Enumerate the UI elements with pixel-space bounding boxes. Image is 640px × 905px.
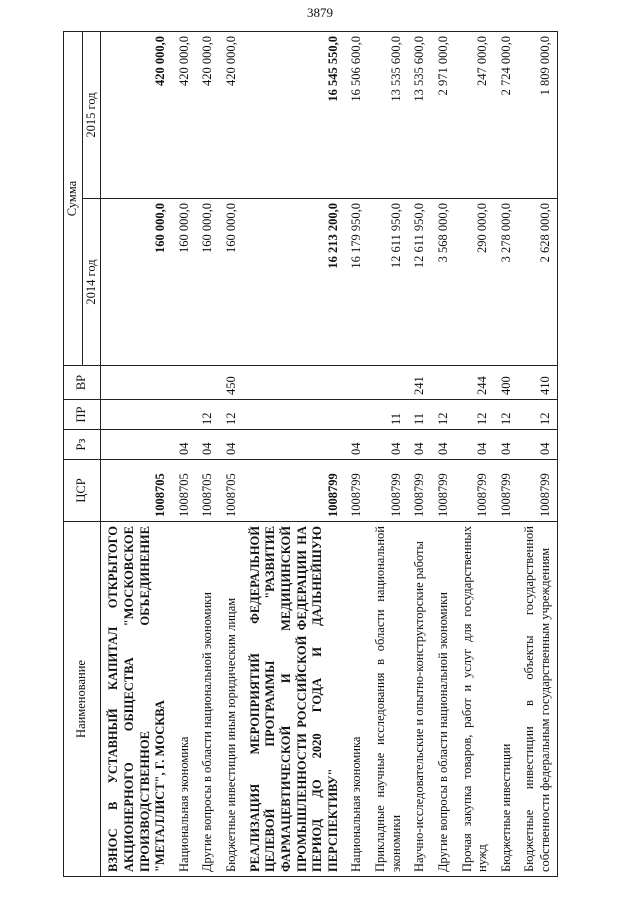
row-pr: 12 <box>219 400 243 430</box>
row-name: РЕАЛИЗАЦИЯ МЕРОПРИЯТИЙ ФЕДЕРАЛЬНОЙ ЦЕЛЕВОЙ ПРОГРАММЫ "РАЗВИТИЕ ФАРМАЦЕВТИЧЕСКОЙ И МЕДИЦИНСКОЙ ПРОМЫШЛЕННОСТИ РОССИЙСКОЙ ФЕДЕРАЦИИ НА ПЕРИОД ДО 2020 ГОДА И ДАЛЬНЕЙШУЮ ПЕРСПЕКТИВУ" <box>243 522 345 877</box>
budget-table <box>63 31 558 877</box>
row-name: Бюджетные инвестиции в объекты государственной собственности федеральным государственным учреждениям <box>517 522 557 877</box>
row-sum-2015: 420 000,0 <box>219 32 243 199</box>
row-sum-2015: 2 971 000,0 <box>431 32 455 199</box>
header-vr: ВР <box>64 366 101 400</box>
row-name: ВЗНОС В УСТАВНЫЙ КАПИТАЛ ОТКРЫТОГО АКЦИОНЕРНОГО ОБЩЕСТВА "МОСКОВСКОЕ ПРОИЗВОДСТВЕННОЕ ОБЪЕДИНЕНИЕ "МЕТАЛЛИСТ", Г. МОСКВА <box>101 522 172 877</box>
row-name: Бюджетные инвестиции <box>494 522 518 877</box>
table-row <box>494 32 518 877</box>
row-pr <box>101 400 172 430</box>
row-csr: 1008799 <box>407 460 431 522</box>
row-csr: 1008799 <box>243 460 345 522</box>
row-name: Бюджетные инвестиции иным юридическим лицам <box>219 522 243 877</box>
row-csr: 1008705 <box>195 460 219 522</box>
row-pr: 12 <box>517 400 557 430</box>
row-sum-2015: 16 545 550,0 <box>243 32 345 199</box>
row-rz: 04 <box>172 430 196 460</box>
row-pr: 12 <box>195 400 219 430</box>
row-vr <box>344 366 368 400</box>
header-year-2015: 2015 год <box>82 32 101 199</box>
table-row <box>344 32 368 877</box>
row-sum-2014: 3 278 000,0 <box>494 199 518 366</box>
table-row <box>219 32 243 877</box>
row-sum-2015: 247 000,0 <box>455 32 494 199</box>
table-row <box>455 32 494 877</box>
table-row <box>101 32 172 877</box>
header-rz: Рз <box>64 430 101 460</box>
row-csr: 1008799 <box>517 460 557 522</box>
row-name: Другие вопросы в области национальной экономики <box>195 522 219 877</box>
row-vr: 241 <box>407 366 431 400</box>
row-name: Национальная экономика <box>344 522 368 877</box>
row-csr: 1008799 <box>431 460 455 522</box>
row-pr: 12 <box>455 400 494 430</box>
row-rz: 04 <box>517 430 557 460</box>
row-pr <box>344 400 368 430</box>
header-name: Наименование <box>64 522 101 877</box>
row-sum-2014: 16 179 950,0 <box>344 199 368 366</box>
row-rz <box>243 430 345 460</box>
row-vr <box>172 366 196 400</box>
table-body <box>101 32 557 877</box>
header-year-2014: 2014 год <box>82 199 101 366</box>
table-row <box>243 32 345 877</box>
row-rz: 04 <box>455 430 494 460</box>
row-name: Научно-исследовательские и опытно-конструкторские работы <box>407 522 431 877</box>
row-csr: 1008799 <box>368 460 407 522</box>
row-pr: 12 <box>494 400 518 430</box>
row-sum-2015: 2 724 000,0 <box>494 32 518 199</box>
row-sum-2014: 12 611 950,0 <box>368 199 407 366</box>
header-csr: ЦСР <box>64 460 101 522</box>
row-vr <box>368 366 407 400</box>
row-vr <box>101 366 172 400</box>
row-csr: 1008799 <box>344 460 368 522</box>
row-rz <box>101 430 172 460</box>
row-vr <box>243 366 345 400</box>
row-pr: 11 <box>407 400 431 430</box>
row-sum-2014: 160 000,0 <box>195 199 219 366</box>
row-rz: 04 <box>219 430 243 460</box>
header-sum: Сумма <box>64 32 83 366</box>
row-csr: 1008799 <box>494 460 518 522</box>
row-rz: 04 <box>494 430 518 460</box>
row-sum-2014: 12 611 950,0 <box>407 199 431 366</box>
budget-table-rotated <box>63 32 608 877</box>
table-row <box>172 32 196 877</box>
row-sum-2015: 1 809 000,0 <box>517 32 557 199</box>
row-sum-2014: 290 000,0 <box>455 199 494 366</box>
page-number: 3879 <box>307 5 333 20</box>
row-sum-2015: 13 535 600,0 <box>407 32 431 199</box>
row-name: Национальная экономика <box>172 522 196 877</box>
table-row <box>368 32 407 877</box>
row-vr: 450 <box>219 366 243 400</box>
row-vr: 410 <box>517 366 557 400</box>
row-name: Прочая закупка товаров, работ и услуг для государственных нужд <box>455 522 494 877</box>
table-row <box>195 32 219 877</box>
row-rz: 04 <box>368 430 407 460</box>
table-row <box>431 32 455 877</box>
row-csr: 1008705 <box>219 460 243 522</box>
row-pr: 11 <box>368 400 407 430</box>
header-pr: ПР <box>64 400 101 430</box>
row-sum-2014: 2 628 000,0 <box>517 199 557 366</box>
row-csr: 1008705 <box>101 460 172 522</box>
row-csr: 1008705 <box>172 460 196 522</box>
row-sum-2015: 13 535 600,0 <box>368 32 407 199</box>
row-sum-2015: 420 000,0 <box>172 32 196 199</box>
row-pr <box>172 400 196 430</box>
row-sum-2015: 16 506 600,0 <box>344 32 368 199</box>
row-vr: 400 <box>494 366 518 400</box>
row-rz: 04 <box>407 430 431 460</box>
row-sum-2014: 3 568 000,0 <box>431 199 455 366</box>
row-rz: 04 <box>431 430 455 460</box>
row-vr: 244 <box>455 366 494 400</box>
row-csr: 1008799 <box>455 460 494 522</box>
row-sum-2014: 160 000,0 <box>219 199 243 366</box>
row-pr: 12 <box>431 400 455 430</box>
row-sum-2015: 420 000,0 <box>101 32 172 199</box>
row-rz: 04 <box>344 430 368 460</box>
header-row-1 <box>64 32 83 877</box>
row-rz: 04 <box>195 430 219 460</box>
row-vr <box>431 366 455 400</box>
table-row <box>517 32 557 877</box>
row-sum-2014: 160 000,0 <box>101 199 172 366</box>
row-sum-2015: 420 000,0 <box>195 32 219 199</box>
row-vr <box>195 366 219 400</box>
row-sum-2014: 16 213 200,0 <box>243 199 345 366</box>
row-name: Прикладные научные исследования в области национальной экономики <box>368 522 407 877</box>
table-row <box>407 32 431 877</box>
row-sum-2014: 160 000,0 <box>172 199 196 366</box>
row-name: Другие вопросы в области национальной экономики <box>431 522 455 877</box>
row-pr <box>243 400 345 430</box>
